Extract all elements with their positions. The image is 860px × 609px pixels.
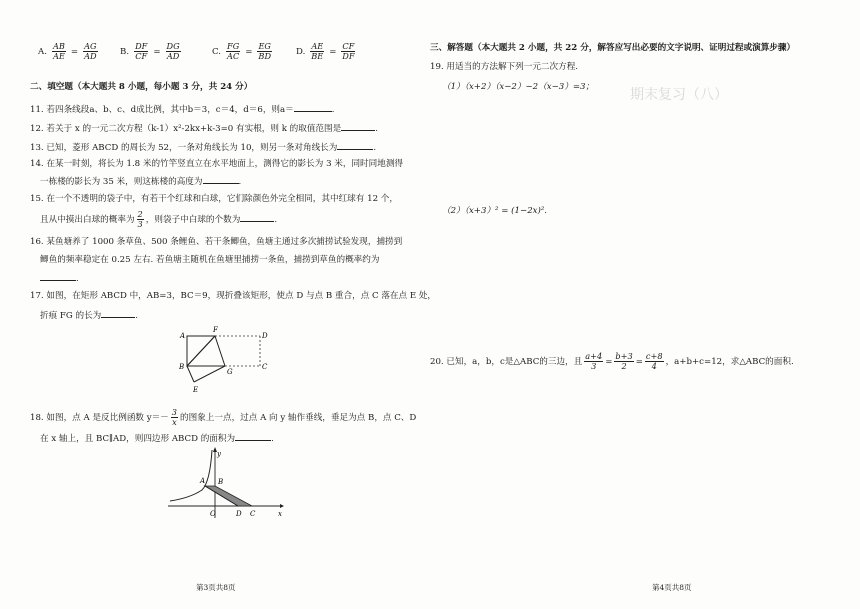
question-18-line2: 在 x 轴上，且 BC∥AD，则四边形 ABCD 的面积为 . <box>40 434 274 444</box>
fraction: $\frac{AB}{AE}$ <box>52 41 65 61</box>
fraction: $\frac{b+3}{2}$ <box>615 351 633 371</box>
answer-blank <box>101 309 135 318</box>
fraction: $\frac{AG}{AD}$ <box>84 41 97 61</box>
question-17-line1: 17. 如图，在矩形 ABCD 中，AB=3，BC＝9，现折叠该矩形，使点 D 与点 B 重合，点 C 落在点 E 处， <box>30 291 437 301</box>
label-f: F <box>213 326 218 334</box>
question-text: 20. 已知，a，b，c是△ABC的三边，且 <box>430 357 583 367</box>
label-o: O <box>210 510 216 518</box>
question-text: 且从中摸出白球的概率为 <box>40 215 135 225</box>
label-x: x <box>278 510 282 518</box>
question-text: 11. 若四条线段a、b、c、d成比例，其中b＝3，c＝4，d＝6，则a＝ <box>30 105 294 115</box>
rectangle-fold-figure <box>172 324 272 396</box>
label-c: C <box>250 510 256 518</box>
question-16-line3: . <box>40 272 79 285</box>
question-17-line2: 折痕 FG 的长为 . <box>40 311 138 321</box>
label-b: B <box>218 478 224 486</box>
label-g: G <box>227 368 233 376</box>
right-page <box>430 0 860 609</box>
fraction: $\frac{EG}{BD}$ <box>258 41 272 61</box>
question-14-line2: 一栋楼的影长为 35 米，则这栋楼的高度为 . <box>40 177 242 187</box>
option-a: A. $\frac{AB}{AE}$ = $\frac{AG}{AD}$ <box>38 41 97 61</box>
answer-blank <box>240 213 274 222</box>
fraction: $\frac{FG}{AC}$ <box>227 41 240 61</box>
answer-blank <box>203 175 239 184</box>
question-19: 19. 用适当的方法解下列一元二次方程. <box>430 62 579 72</box>
answer-blank <box>40 272 76 281</box>
option-label: A. <box>38 46 47 57</box>
fraction: $\frac{DF}{CF}$ <box>135 41 148 61</box>
fraction: $\frac{c+8}{4}$ <box>645 351 663 371</box>
option-label: B. <box>120 46 130 57</box>
question-13: 13. 已知，菱形 ABCD 的周长为 52，一条对角线长为 10，则另一条对角线长为 . <box>30 143 377 153</box>
label-a: A <box>200 477 206 485</box>
option-b: B. $\frac{DF}{CF}$ = $\frac{DG}{AD}$ <box>120 41 180 61</box>
question-12: 12. 若关于 x 的一元二次方程（k-1）x²-2kx+k-3=0 有实根，则 k 的取值范围是 . <box>30 124 378 134</box>
option-d: D. $\frac{AE}{BE}$ = $\frac{CF}{DF}$ <box>296 41 355 61</box>
label-c: C <box>262 363 268 371</box>
question-text: 13. 已知，菱形 ABCD 的周长为 52，一条对角线长为 10，则另一条对角线长为 <box>30 143 338 153</box>
question-text: 12. 若关于 x 的一元二次方程（k-1）x²-2kx+k-3=0 有实根，则 k 的取值范围是 <box>30 124 342 134</box>
answer-blank <box>337 141 373 150</box>
fraction: $\frac{3}{x}$ <box>171 407 177 427</box>
question-text: 在 x 轴上，且 BC∥AD，则四边形 ABCD 的面积为 <box>40 434 236 444</box>
option-label: D. <box>296 46 306 57</box>
fraction: $\frac{2}{3}$ <box>137 209 143 229</box>
hyperbola-figure <box>160 446 288 522</box>
answer-blank <box>341 122 375 131</box>
page-footer: 第4页共8页 <box>652 583 692 592</box>
question-16-line1: 16. 某鱼塘养了 1000 条草鱼、500 条鲤鱼、若干条鲫鱼，鱼塘主通过多次捕捞试验发现，捕捞到 <box>30 237 403 247</box>
section-2-title: 二、填空题（本大题共 8 小题，每小题 3 分，共 24 分） <box>30 82 253 92</box>
label-b: B <box>179 363 185 371</box>
question-text: ，a+b+c=12，求△ABC的面积. <box>665 357 794 367</box>
question-text: 折痕 FG 的长为 <box>40 311 102 321</box>
option-label: C. <box>212 46 222 57</box>
question-19-part-2: （2）（x+3）² = (1−2x)². <box>442 206 548 216</box>
question-14-line1: 14. 在某一时刻，将长为 1.8 米的竹竿竖直立在水平地面上，测得它的影长为 3 米，同时同地测得 <box>30 159 404 169</box>
label-d: D <box>236 510 242 518</box>
question-20: 20. 已知，a，b，c是△ABC的三边，且 $\frac{a+4}{3}$ = $\frac{b+3}{2}$ = $\frac{c+8}{4}$ ，a+b+c=12，求△ABC的面积. <box>430 351 794 371</box>
page-footer: 第3页共8页 <box>196 583 236 592</box>
label-d: D <box>262 332 268 340</box>
question-text: ，则袋子中白球的个数为 <box>145 215 241 225</box>
fraction: $\frac{a+4}{3}$ <box>585 351 603 371</box>
option-c: C. $\frac{FG}{AC}$ = $\frac{EG}{BD}$ <box>212 41 272 61</box>
question-16-line2: 鲫鱼的频率稳定在 0.25 左右. 若鱼塘主随机在鱼塘里捕捞一条鱼，捕捞到草鱼的概率约为 <box>40 255 380 265</box>
question-15-line2: 且从中摸出白球的概率为 $\frac{2}{3}$ ，则袋子中白球的个数为 . <box>40 209 278 229</box>
question-11: 11. 若四条线段a、b、c、d成比例，其中b＝3，c＝4，d＝6，则a＝ . <box>30 105 335 115</box>
fraction: $\frac{CF}{DF}$ <box>342 41 355 61</box>
label-e: E <box>193 386 199 394</box>
fraction: $\frac{AE}{BE}$ <box>311 41 324 61</box>
label-a: A <box>180 332 186 340</box>
bleed-through-text: 期末复习（八） <box>630 87 728 103</box>
answer-blank <box>235 432 271 441</box>
question-18-line1 <box>30 408 416 427</box>
fraction: $\frac{DG}{AD}$ <box>166 41 180 61</box>
question-text: 一栋楼的影长为 35 米，则这栋楼的高度为 <box>40 177 203 187</box>
label-y: y <box>217 450 221 458</box>
question-text: 18. 如图，点 A 是反比例函数 y＝－ <box>30 413 169 423</box>
question-15-line1: 15. 在一个不透明的袋子中，有若干个红球和白球，它们除颜色外完全相同，其中红球有 12 个， <box>30 194 398 204</box>
answer-blank <box>294 103 332 112</box>
question-19-part-1: （1）（x+2）（x−2）−2（x−3）=3； <box>442 82 595 92</box>
section-3-title: 三、解答题（本大题共 2 小题，共 22 分，解答应写出必要的文字说明、证明过程或演算步骤） <box>430 43 796 53</box>
question-text: 的图象上一点，过点 A 向 y 轴作垂线，垂足为点 B，点 C、D <box>180 413 417 423</box>
